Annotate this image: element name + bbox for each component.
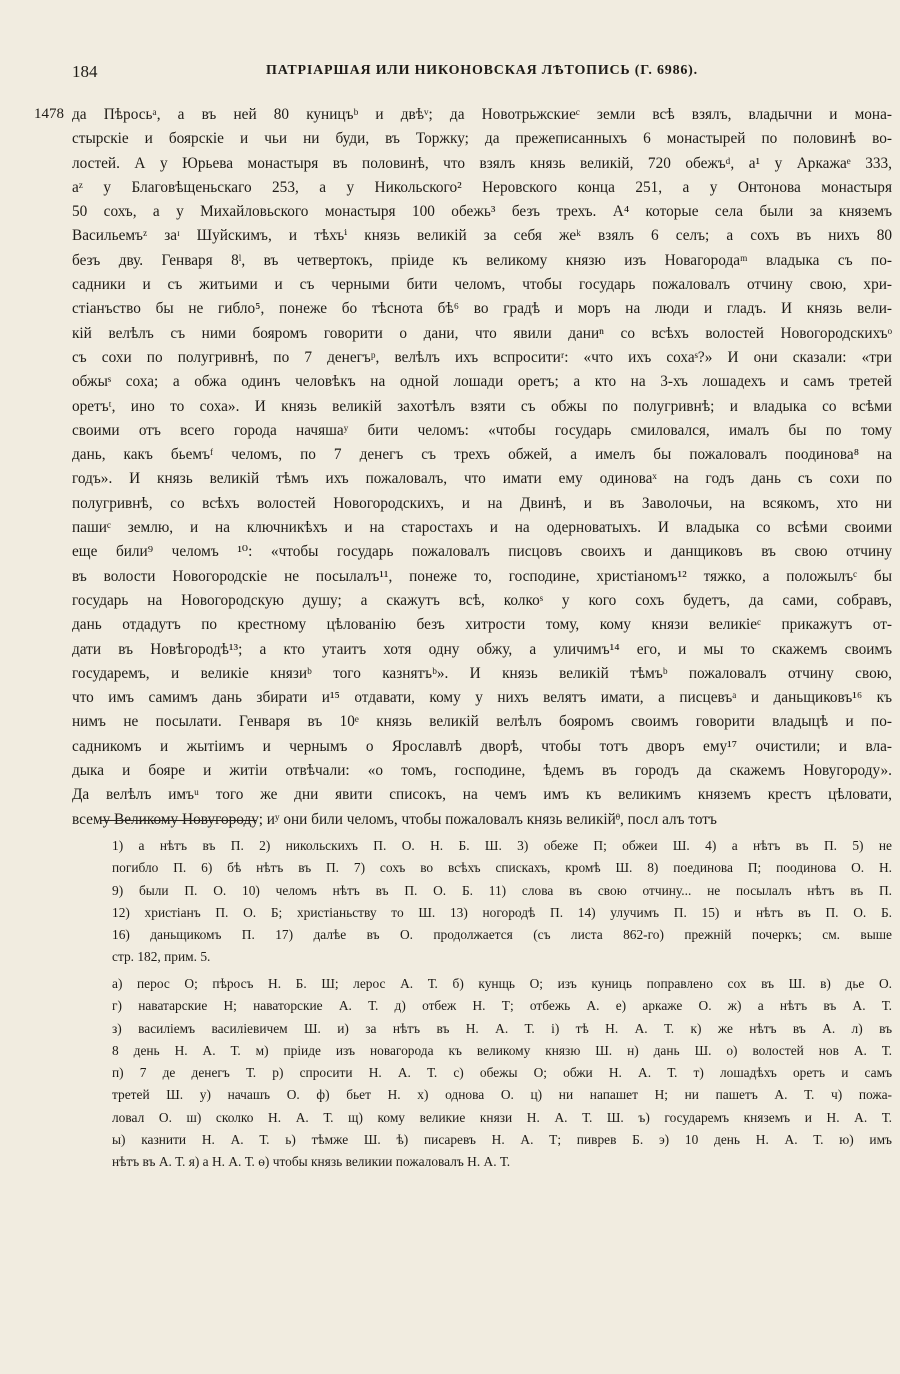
variant-note-line: нѣтъ въ А. Т. я) а Н. А. Т. ѳ) чтобы князь великии пожаловалъ Н. А. Т. — [112, 1154, 511, 1170]
footnote-line: погибло П. 6) бѣ нѣтъ въ П. 7) сохъ во всѣхъ спискахъ, кромѣ Ш. 8) поединова П; поодинова О. Н. — [112, 860, 892, 876]
text-line: что имъ самимъ дань збирати и¹⁵ отдавати, кому у нихъ велятъ имати, а писцевъᵃ и даньщиковъ¹⁶ къ — [72, 689, 892, 707]
text-line: дань отдадутъ по крестному цѣлованiю безъ хитрости тому, кому князи великiеᶜ прикажутъ от- — [72, 616, 892, 634]
running-title: ПАТРІАРШАЯ ИЛИ НИКОНОВСКАЯ ЛѢТОПИСЬ (Г. 6986). — [266, 63, 698, 78]
lettered-footnotes — [112, 973, 892, 1174]
variant-note-line: третей Ш. у) начашъ О. ф) бьет Н. х) однова О. ц) ни напашет Н; ни пашетъ А. Т. ч) пожа- — [112, 1087, 892, 1103]
text-line: нимъ не посылати. Генваря въ 10ᵉ князь великiй велѣлъ бояромъ своимъ говорити владыцѣ и по- — [72, 713, 892, 731]
text-line: обжыˢ соха; а обжа одинъ человѣкъ на одной лошади оретъ; а кто на 3-хъ лошадехъ и самъ третей — [72, 373, 892, 391]
text-line: государь на Новогородскую душу; а скажутъ всѣ, колкоˢ у кого сохъ будетъ, да сами, собравъ, — [72, 591, 892, 609]
footnote-line: 12) христiанъ П. О. Б; христiаньству то Ш. 13) ногородѣ П. 14) улучимъ П. 15) и нѣтъ въ П. О. Б. — [112, 904, 892, 920]
text-line: полугривнѣ, со всѣхъ волостей Новогородскихъ, и на Двинѣ, и въ Заволочьи, на всякомъ, хто ни — [72, 494, 892, 512]
margin-year: 1478 — [34, 106, 64, 122]
text-line: всему Великому Новугороду; иʸ они били челомъ, чтобы пожаловалъ князь великiйᶿ, посл алъ тотъ — [72, 810, 717, 828]
text-line: пашиᶜ землю, и на ключникѣхъ и на старостахъ и на одерноватыхъ. И владыка со всѣми своими — [72, 519, 892, 537]
footnote-line: 16) даньщикомъ П. 17) далѣе въ О. продолжается (съ листа 862-го) прежнiй почеркъ; см. выше — [112, 927, 892, 943]
variant-note-line: з) василiемъ василiевичем Ш. и) за нѣтъ въ Н. А. Т. i) тѣ Н. А. Т. к) же нѣтъ въ А. л) въ — [112, 1020, 892, 1036]
text-line: годъ». И князь великiй тѣмъ ихъ пожаловалъ, что имати ему одиноваˣ на годъ дань съ сохи по — [72, 470, 892, 488]
text-line: 50 сохъ, а у Михайловьского монастыря 100 обежь³ безъ трехъ. А⁴ которые села были за княземъ — [72, 203, 892, 221]
variant-note-line: г) наватарские Н; наваторские А. Т. д) отбеж Н. Т; отбежь А. е) аркаже О. ж) а нѣтъ въ А. Т. — [112, 998, 892, 1014]
text-line: Да велѣлъ имъᵘ того же дни явити списокъ, на чемъ имъ къ великимъ княземъ крестъ цѣловати, — [72, 786, 892, 804]
numbered-footnotes — [112, 835, 892, 969]
main-text — [72, 103, 892, 832]
text-line: государемъ, и великiе князиᵇ того казнятъᵇ». И князь великiй тѣмъᵇ пожаловалъ отчину свою, — [72, 664, 892, 682]
variant-note-line: а) перос О; пѣросъ Н. Б. Ш; лерос А. Т. б) кунщь О; изъ куниць поправлено сох въ Ш. в) дье О. — [112, 976, 892, 991]
text-line: аᶻ у Благовѣщеньскаго 253, а у Никольского² Неровского конца 251, а у Онтонова монастыря — [72, 178, 892, 196]
text-line: кiй велѣлъ съ ними бояромъ говорити о дани, что явили даниⁿ со всѣхъ волостей Новогородскихъᵒ — [72, 324, 892, 342]
text-line: оретъᵗ, ино то соха». И князь великiй захотѣлъ взяти съ обжы по полугривнѣ; и владыка со всѣми — [72, 397, 892, 415]
text-line: съ сохи по полугривнѣ, по 7 денегъᵖ, велѣлъ ихъ вспроситиʳ: «что ихъ сохаˢ?» И они сказали: «три — [72, 348, 892, 366]
variant-note-line: ы) казнити Н. А. Т. ь) тѣмже Ш. ѣ) писаревъ Н. А. Т; пиврев Б. э) 10 день Н. А. Т. ю) имъ — [112, 1132, 892, 1148]
text-line: дати въ Новѣгородѣ¹³; а кто утаитъ хотя одну обжу, а уличимъ¹⁴ его, и мы то скажемъ своимъ — [72, 640, 892, 658]
text-line: стырскiе и боярскiе и чьи ни буди, въ Торжку; да прежеписанныхъ 6 монастырей по половинѣ во- — [72, 130, 892, 148]
text-line: безъ дву. Генваря 8ˡ, въ четвертокъ, прiиде къ великому князю изъ Новагородаᵐ владыка съ по- — [72, 251, 892, 269]
page-header — [72, 62, 892, 86]
text-line: да Пѣросьᵃ, а въ ней 80 куницъᵇ и двѣᵛ; да Новотрьжскиеᶜ земли всѣ взялъ, владычни и мона- — [72, 106, 892, 123]
footnote-line: стр. 182, прим. 5. — [112, 949, 211, 965]
text-line: садникомъ и жытiимъ и чернымъ о Ярославлѣ дворѣ, чтобы тотъ дворъ ему¹⁷ очистили; и вла- — [72, 737, 892, 755]
variant-note-line: п) 7 де денегъ Т. р) спросити Н. А. Т. с) обежы О; обжи Н. А. Т. т) лошадѣхъ оретъ и самъ — [112, 1065, 892, 1081]
variant-note-line: ловал О. ш) сколко Н. А. Т. щ) кому великие князи Н. А. Т. Ш. ъ) государемъ княземъ и Н. А. Т. — [112, 1109, 892, 1125]
variant-note-line: 8 день Н. А. Т. м) прiиде изъ новагорода къ великому князю Ш. н) дань Ш. о) волостей нов А. Т. — [112, 1042, 892, 1058]
text-line: садники и съ житьими и съ черными бити челомъ, чтобы государь пожаловалъ отчину свою, хри- — [72, 276, 892, 294]
page-number: 184 — [72, 62, 98, 81]
text-line: дань, какъ бьемъᶠ челомъ, по 7 денегъ съ трехъ обжей, а имелъ бы пожаловалъ поодинова⁸ на — [72, 446, 892, 464]
text-line: дыка и бояре и житiи отвѣчали: «о томъ, господине, ѣдемъ въ городъ да скажемъ Новугороду». — [72, 762, 892, 780]
footnote-line: 1) а нѣтъ въ П. 2) никольскихъ П. О. Н. Б. Ш. 3) обеже П; обжеи Ш. 4) а нѣтъ въ П. 5) не — [112, 838, 892, 853]
footnote-divider — [100, 820, 256, 821]
text-line: лостей. А у Юрьева монастыря въ половинѣ, что взялъ князь великiй, 720 обежъᵈ, а¹ у Аркажаᵉ 333, — [72, 154, 892, 172]
text-line: Васильемъᶻ заᶦ Шуйскимъ, и тѣхъⁱ князь великiй за себя жеᵏ взялъ 6 селъ; а сохъ въ нихъ 80 — [72, 227, 892, 245]
text-line: въ волости Новогородскiе не посылалъ¹¹, понеже то, господине, христiаномъ¹² тяжко, а положылъᶜ бы — [72, 567, 892, 585]
footnote-line: 9) были П. О. 10) челомъ нѣтъ въ П. О. Б. 11) слова въ свою отчину... не посылалъ нѣтъ въ П. — [112, 882, 892, 898]
text-line: еще били⁹ челомъ ¹⁰: «чтобы государь пожаловалъ писцовъ своихъ и данщиковъ въ свою отчину — [72, 543, 892, 561]
text-line: своими отъ всего города начяшаʸ бити челомъ: «чтобы государь смиловался, ималъ бы по тому — [72, 421, 892, 439]
text-line: стiанъство бы не гибло⁵, понеже бо тѣснота бѣ⁶ во градѣ и моръ на люди и гладъ. И князь вели- — [72, 300, 892, 318]
